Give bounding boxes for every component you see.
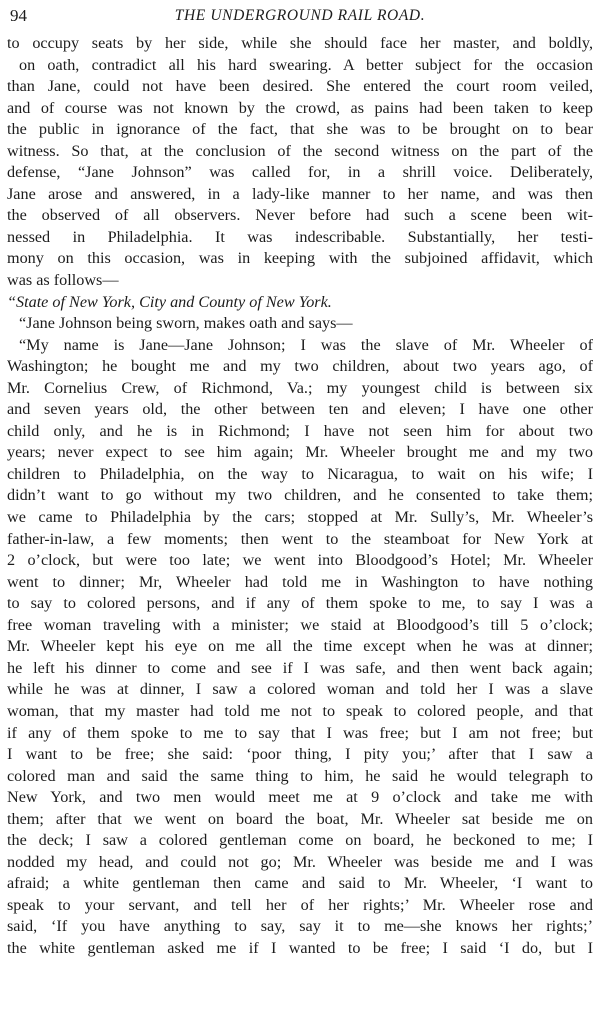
text-line: nessed in Philadelphia. It was indescribable. Substantially, her testi- bbox=[7, 227, 593, 246]
text-line: the public in ignorance of the fact, that she was to be brought on to bear bbox=[7, 120, 593, 139]
text-line: speak to your servant, and tell her of her rights;’ Mr. Wheeler rose and bbox=[7, 895, 593, 914]
page-number: 94 bbox=[10, 6, 27, 25]
text-line: years; never expect to see him again; Mr. Wheeler brought me and my two bbox=[7, 443, 593, 462]
text-line: if any of them spoke to me to say that I was free; but I am not free; but bbox=[7, 723, 593, 742]
text-line: on oath, contradict all his hard swearing. A better subject for the occasion bbox=[19, 55, 593, 74]
text-line: the deck; I saw a colored gentleman come on board, he beckoned to me; I bbox=[7, 831, 593, 850]
text-line: mony on this occasion, was in keeping with the subjoined affidavit, which bbox=[7, 249, 593, 268]
text-line: 2 o’clock, but were too late; we went into Bloodgood’s Hotel; Mr. Wheeler bbox=[7, 551, 593, 570]
text-line: went to dinner; Mr, Wheeler had told me in Washington to have nothing bbox=[7, 572, 593, 591]
text-line: said, ‘If you have anything to say, say it to me—she knows her rights;’ bbox=[7, 917, 593, 936]
text-line: Mr. Wheeler kept his eye on me all the time except when he was at dinner; bbox=[7, 637, 593, 656]
text-line: Jane arose and answered, in a lady-like manner to her name, and was then bbox=[7, 184, 593, 203]
text-line: while he was at dinner, I saw a colored woman and told her I was a slave bbox=[7, 680, 593, 699]
text-line: I want to be free; she said: ‘poor thing, I pity you;’ after that I saw a bbox=[7, 745, 593, 764]
text-line: Mr. Cornelius Crew, of Richmond, Va.; my youngest child is between six bbox=[7, 378, 593, 397]
text-line: New York, and two men would meet me at 9 o’clock and take me with bbox=[7, 788, 593, 807]
text-line: child only, and he is in Richmond; I have not seen him for about two bbox=[7, 421, 593, 440]
text-line: “Jane Johnson being sworn, makes oath and says— bbox=[19, 314, 353, 333]
running-title: THE UNDERGROUND RAIL ROAD. bbox=[174, 7, 426, 24]
text-line: father-in-law, a few moments; then went to the steamboat for New York at bbox=[7, 529, 593, 548]
text-line: he left his dinner to come and see if I was safe, and then went back again; bbox=[7, 658, 593, 677]
text-line: than Jane, could not have been desired. She entered the court room veiled, bbox=[7, 77, 593, 96]
text-line: afraid; a white gentleman then came and said to Mr. Wheeler, ‘I want to bbox=[7, 874, 593, 893]
text-line: we came to Philadelphia by the cars; stopped at Mr. Sully’s, Mr. Wheeler’s bbox=[7, 508, 593, 527]
text-line: free woman traveling with a minister; we staid at Bloodgood’s till 5 o’clock; bbox=[7, 615, 593, 634]
text-line: the observed of all observers. Never before had such a scene been wit- bbox=[7, 206, 593, 225]
text-line: defense, “Jane Johnson” was called for, in a shrill voice. Deliberately, bbox=[7, 163, 593, 182]
text-line: was as follows— bbox=[7, 271, 119, 290]
text-line: to say to colored persons, and if any of them spoke to me, to say I was a bbox=[7, 594, 593, 613]
text-line: nodded my head, and could not go; Mr. Wheeler was beside me and I was bbox=[7, 852, 593, 871]
body-text bbox=[7, 33, 593, 960]
text-line: and seven years old, the other between ten and eleven; I have one other bbox=[7, 400, 593, 419]
text-line: “State of New York, City and County of New York. bbox=[7, 292, 332, 311]
text-line: Washington; he bought me and my two children, about two years ago, of bbox=[7, 357, 593, 376]
text-line: and of course was not known by the crowd, as pains had been taken to keep bbox=[7, 98, 593, 117]
text-line: them; after that we went on board the boat, Mr. Wheeler sat beside me on bbox=[7, 809, 593, 828]
text-line: the white gentleman asked me if I wanted to be free; I said ‘I do, but I bbox=[7, 938, 593, 957]
text-line: to occupy seats by her side, while she should face her master, and boldly, bbox=[7, 34, 593, 52]
text-line: woman, that my master had told me not to speak to colored people, and that bbox=[7, 701, 593, 720]
text-line: didn’t want to go without my two children, and he consented to take them; bbox=[7, 486, 593, 505]
text-line: children to Philadelphia, on the way to Nicaragua, to wait on his wife; I bbox=[7, 464, 593, 483]
text-line: “My name is Jane—Jane Johnson; I was the slave of Mr. Wheeler of bbox=[19, 335, 593, 354]
page-header bbox=[10, 4, 590, 32]
text-line: colored man and said the same thing to him, he said he would telegraph to bbox=[7, 766, 593, 785]
text-line: witness. So that, at the conclusion of the second witness on the part of the bbox=[7, 141, 593, 160]
